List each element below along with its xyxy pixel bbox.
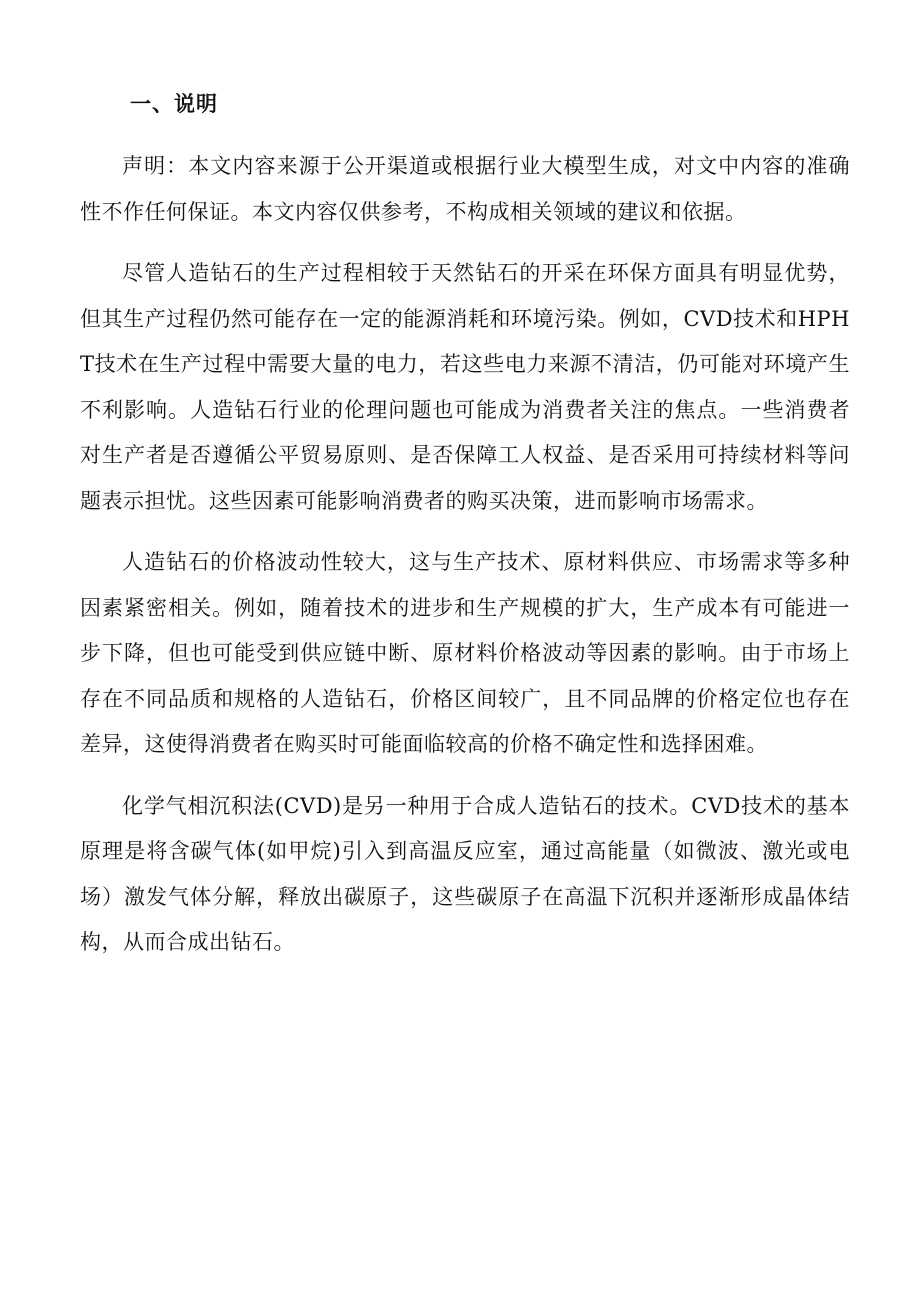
document-page: [80, 84, 850, 982]
environment-ethics-paragraph: 尽管人造钻石的生产过程相较于天然钻石的开采在环保方面具有明显优势，但其生产过程仍然可能存在一定的能源消耗和环境污染。例如，CVD技术和HPHT技术在生产过程中需要大量的电力，若这些电力来源不清洁，仍可能对环境产生不利影响。人造钻石行业的伦理问题也可能成为消费者关注的焦点。一些消费者对生产者是否遵循公平贸易原则、是否保障工人权益、是否采用可持续材料等问题表示担忧。这些因素可能影响消费者的购买决策，进而影响市场需求。: [80, 261, 850, 513]
price-volatility-paragraph: 人造钻石的价格波动性较大，这与生产技术、原材料供应、市场需求等多种因素紧密相关。例如，随着技术的进步和生产规模的扩大，生产成本有可能进一步下降，但也可能受到供应链中断、原材料价格波动等因素的影响。由于市场上存在不同品质和规格的人造钻石，价格区间较广，且不同品牌的价格定位也存在差异，这使得消费者在购买时可能面临较高的价格不确定性和选择困难。: [80, 550, 850, 756]
cvd-method-paragraph: 化学气相沉积法(CVD)是另一种用于合成人造钻石的技术。CVD技术的基本原理是将含碳气体(如甲烷)引入到高温反应室，通过高能量（如微波、激光或电场）激发气体分解，释放出碳原子，这些碳原子在高温下沉积并逐渐形成晶体结构，从而合成出钻石。: [80, 793, 850, 954]
section-heading: 一、说明: [130, 91, 218, 116]
disclaimer-paragraph: 声明：本文内容来源于公开渠道或根据行业大模型生成，对文中内容的准确性不作任何保证。本文内容仅供参考，不构成相关领域的建议和依据。: [80, 154, 850, 224]
